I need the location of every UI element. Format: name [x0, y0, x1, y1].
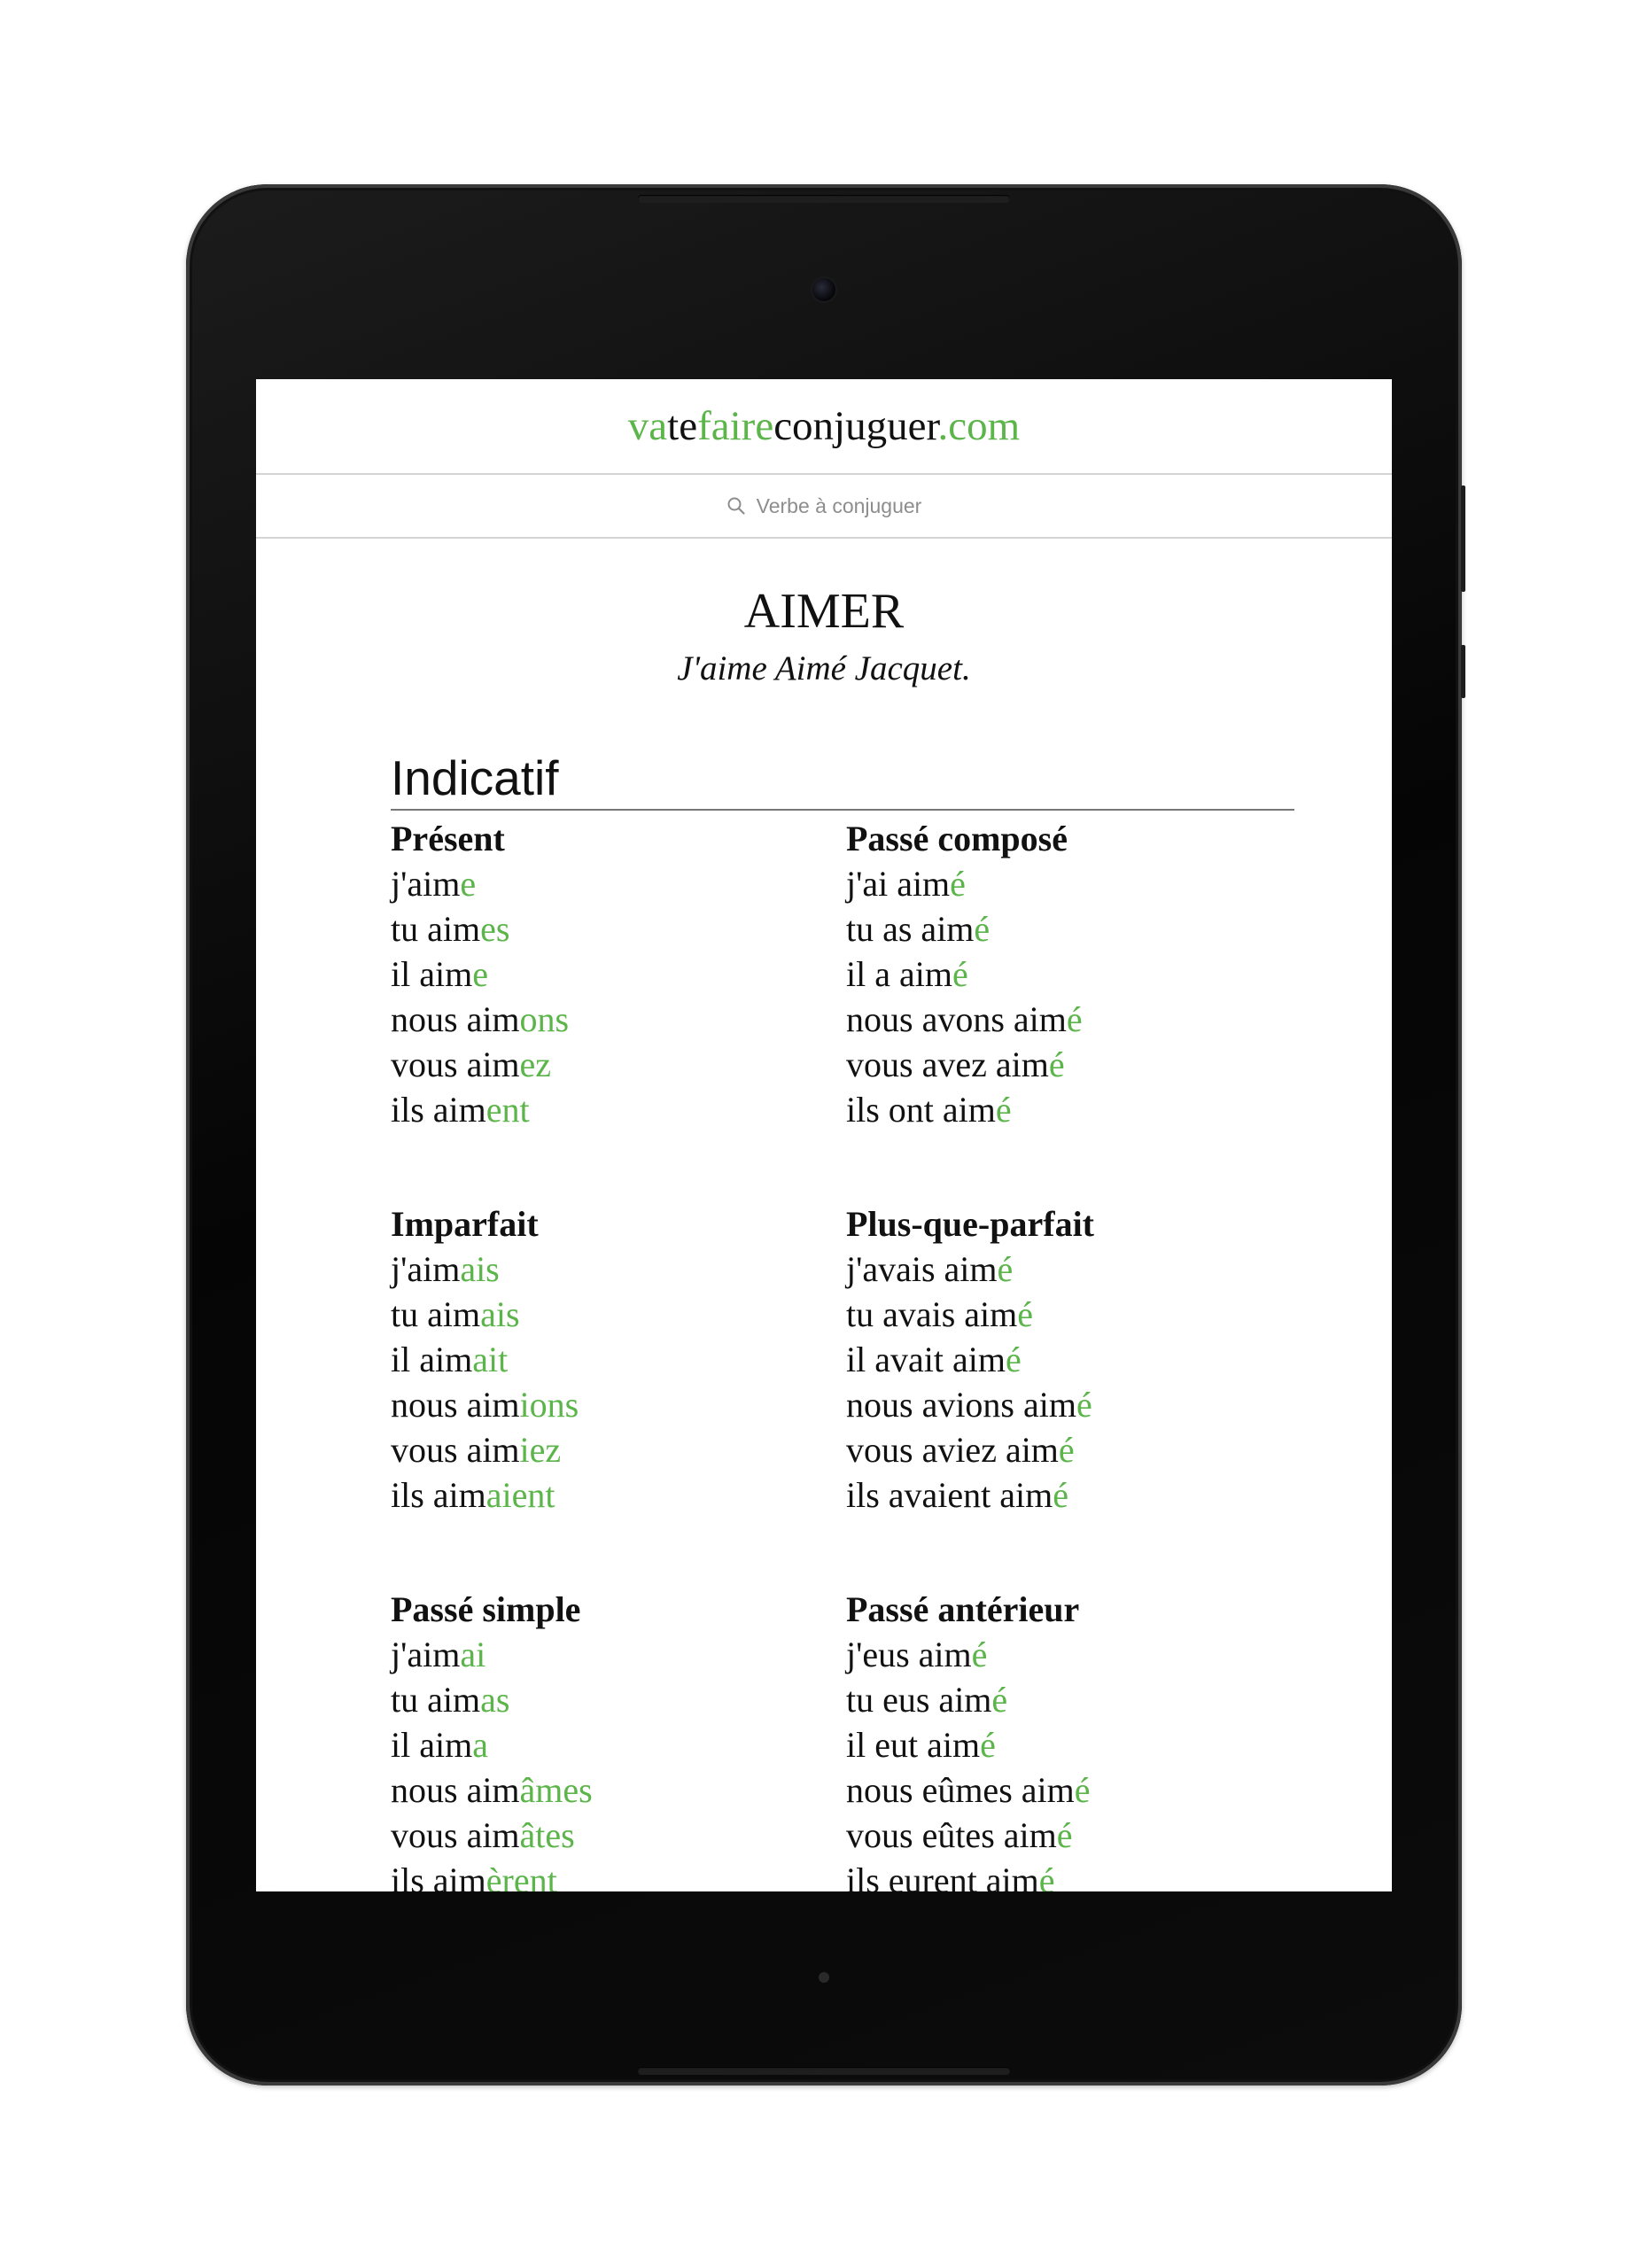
conjugation-stem: vous aviez aim [846, 1429, 1059, 1470]
conjugation-line [391, 1767, 846, 1813]
conjugation-ending: é [971, 1634, 988, 1674]
conjugation-ending: ais [460, 1248, 500, 1289]
conjugation-ending: é [991, 1679, 1008, 1720]
logo-part-conjuguer: conjuguer [773, 403, 938, 449]
conjugation-ending: é [1038, 1860, 1055, 1891]
conjugation-stem: ils ont aim [846, 1089, 996, 1130]
conjugation-stem: il eut aim [846, 1724, 981, 1765]
conjugation-stem: nous avons aim [846, 998, 1067, 1039]
tense-block [846, 1587, 1294, 1892]
search-placeholder: Verbe à conjuguer [756, 493, 922, 517]
conjugation-stem: ils aim [391, 1089, 486, 1130]
conjugation-stem: il aim [391, 1724, 473, 1765]
tense-block [846, 1201, 1294, 1518]
conjugation-stem: ils aim [391, 1860, 486, 1891]
conjugation-stem: ils aim [391, 1474, 486, 1515]
conjugation-stem: nous aim [391, 1769, 520, 1810]
conjugation-stem: nous aim [391, 998, 520, 1039]
logo-part-faire: faire [697, 403, 774, 449]
conjugation-ending: é [950, 863, 966, 904]
logo-part-te: te [667, 403, 698, 449]
conjugation-ending: ais [480, 1293, 520, 1334]
conjugation-ending: é [995, 1089, 1012, 1130]
tense-heading: Passé simple [391, 1588, 581, 1629]
conjugation-stem: nous aim [391, 1384, 520, 1425]
conjugation-line [391, 1087, 846, 1132]
search-icon [726, 496, 746, 516]
front-camera [812, 278, 835, 301]
conjugation-stem: ils avaient aim [846, 1474, 1053, 1515]
conjugation-stem: il aim [391, 1339, 473, 1379]
conjugation-line [846, 1292, 1294, 1337]
site-header [256, 379, 1392, 475]
conjugation-ending: é [952, 953, 968, 994]
conjugation-ending: ait [472, 1339, 509, 1379]
conjugation-line [846, 997, 1294, 1042]
mood-title: Indicatif [391, 751, 1294, 811]
conjugation-line [846, 1337, 1294, 1382]
power-button [1461, 485, 1465, 592]
conjugation-ending: é [1076, 1384, 1092, 1425]
conjugation-stem: j'aim [391, 1248, 461, 1289]
conjugation-ending: é [1058, 1429, 1075, 1470]
tense-block [391, 1201, 846, 1518]
conjugation-stem: il avait aim [846, 1339, 1006, 1379]
conjugation-line [846, 1472, 1294, 1518]
conjugation-ending: é [980, 1724, 996, 1765]
conjugation-line [391, 1247, 846, 1292]
logo-part-va: va [627, 403, 668, 449]
conjugation-stem: vous eûtes aim [846, 1814, 1057, 1855]
tense-block [846, 816, 1294, 1132]
conjugation-line [846, 1042, 1294, 1087]
conjugation-line [846, 1632, 1294, 1677]
tense-heading: Présent [391, 818, 505, 858]
conjugation-ending: ions [519, 1384, 579, 1425]
conjugation-ending: ent [486, 1089, 530, 1130]
conjugation-stem: tu aim [391, 1293, 481, 1334]
conjugation-stem: tu aim [391, 908, 481, 949]
conjugation-ending: ons [519, 998, 570, 1039]
screen [256, 379, 1392, 1891]
conjugation-line [846, 1382, 1294, 1427]
conjugation-line [846, 1427, 1294, 1472]
site-logo-link[interactable] [628, 402, 1020, 450]
conjugation-ending: as [480, 1679, 510, 1720]
conjugation-stem: vous aim [391, 1429, 520, 1470]
conjugation-line [391, 861, 846, 906]
conjugation-ending: aient [486, 1474, 555, 1515]
conjugation-ending: é [1066, 998, 1083, 1039]
conjugation-ending: âtes [519, 1814, 575, 1855]
conjugation-ending: é [1017, 1293, 1034, 1334]
tense-grid [391, 816, 1294, 1892]
conjugation-ending: ai [460, 1634, 486, 1674]
conjugation-stem: il aim [391, 953, 473, 994]
conjugation-line [391, 1382, 846, 1427]
conjugation-ending: es [480, 908, 510, 949]
conjugation-line [846, 861, 1294, 906]
tense-heading: Imparfait [391, 1203, 539, 1244]
conjugation-ending: é [1056, 1814, 1073, 1855]
conjugation-line [391, 1813, 846, 1858]
conjugation-stem: il a aim [846, 953, 952, 994]
conjugation-line [846, 1722, 1294, 1767]
conjugation-line [391, 1427, 846, 1472]
bottom-sensor [819, 1972, 829, 1983]
conjugation-stem: tu avais aim [846, 1293, 1018, 1334]
conjugation-line [391, 1472, 846, 1518]
volume-button [1461, 645, 1465, 698]
conjugation-line [391, 1337, 846, 1382]
conjugation-line [846, 1858, 1294, 1892]
conjugation-ending: a [472, 1724, 488, 1765]
tense-heading: Passé antérieur [846, 1588, 1080, 1629]
conjugation-ending: iez [519, 1429, 562, 1470]
conjugation-line [846, 1677, 1294, 1722]
conjugation-line [391, 1858, 846, 1892]
verb-title: AIMER [743, 584, 905, 639]
search-input[interactable] [256, 475, 1392, 539]
conjugation-stem: j'avais aim [846, 1248, 998, 1289]
conjugation-stem: j'aim [391, 863, 461, 904]
conjugation-ending: e [472, 953, 488, 994]
conjugation-line [846, 951, 1294, 997]
verb-subtitle: J'aime Aimé Jacquet. [677, 649, 971, 687]
logo-part-com: .com [937, 403, 1021, 449]
conjugation-stem: nous eûmes aim [846, 1769, 1075, 1810]
conjugation-ending: é [1053, 1474, 1069, 1515]
conjugation-stem: nous avions aim [846, 1384, 1076, 1425]
tense-block [391, 816, 846, 1132]
conjugation-line [391, 951, 846, 997]
mood-section [391, 751, 1294, 1891]
top-speaker-grille [638, 195, 1010, 203]
conjugation-line [391, 1722, 846, 1767]
conjugation-ending: é [1074, 1769, 1091, 1810]
conjugation-stem: ils eurent aim [846, 1860, 1039, 1891]
conjugation-stem: tu as aim [846, 908, 975, 949]
conjugation-line [391, 1292, 846, 1337]
conjugation-stem: tu eus aim [846, 1679, 992, 1720]
conjugation-stem: j'aim [391, 1634, 461, 1674]
conjugation-ending: é [1048, 1044, 1065, 1084]
conjugation-line [391, 1632, 846, 1677]
conjugation-line [391, 1677, 846, 1722]
conjugation-ending: ez [519, 1044, 552, 1084]
tense-block [391, 1587, 846, 1892]
conjugation-line [846, 1813, 1294, 1858]
conjugation-stem: vous aim [391, 1044, 520, 1084]
conjugation-ending: é [1005, 1339, 1022, 1379]
conjugation-line [391, 906, 846, 951]
conjugation-line [846, 1247, 1294, 1292]
conjugation-line [846, 1087, 1294, 1132]
conjugation-ending: âmes [519, 1769, 593, 1810]
conjugation-stem: tu aim [391, 1679, 481, 1720]
conjugation-ending: èrent [486, 1860, 557, 1891]
conjugation-ending: é [997, 1248, 1014, 1289]
tense-heading: Plus-que-parfait [846, 1203, 1094, 1244]
conjugation-ending: e [460, 863, 477, 904]
tense-heading: Passé composé [846, 818, 1068, 858]
conjugation-line [846, 1767, 1294, 1813]
conjugation-stem: j'eus aim [846, 1634, 972, 1674]
conjugation-line [391, 1042, 846, 1087]
bottom-speaker-grille [638, 2067, 1010, 2075]
conjugation-line [391, 997, 846, 1042]
conjugation-stem: j'ai aim [846, 863, 951, 904]
conjugation-stem: vous avez aim [846, 1044, 1049, 1084]
conjugation-ending: é [974, 908, 991, 949]
conjugation-stem: vous aim [391, 1814, 520, 1855]
conjugation-line [846, 906, 1294, 951]
